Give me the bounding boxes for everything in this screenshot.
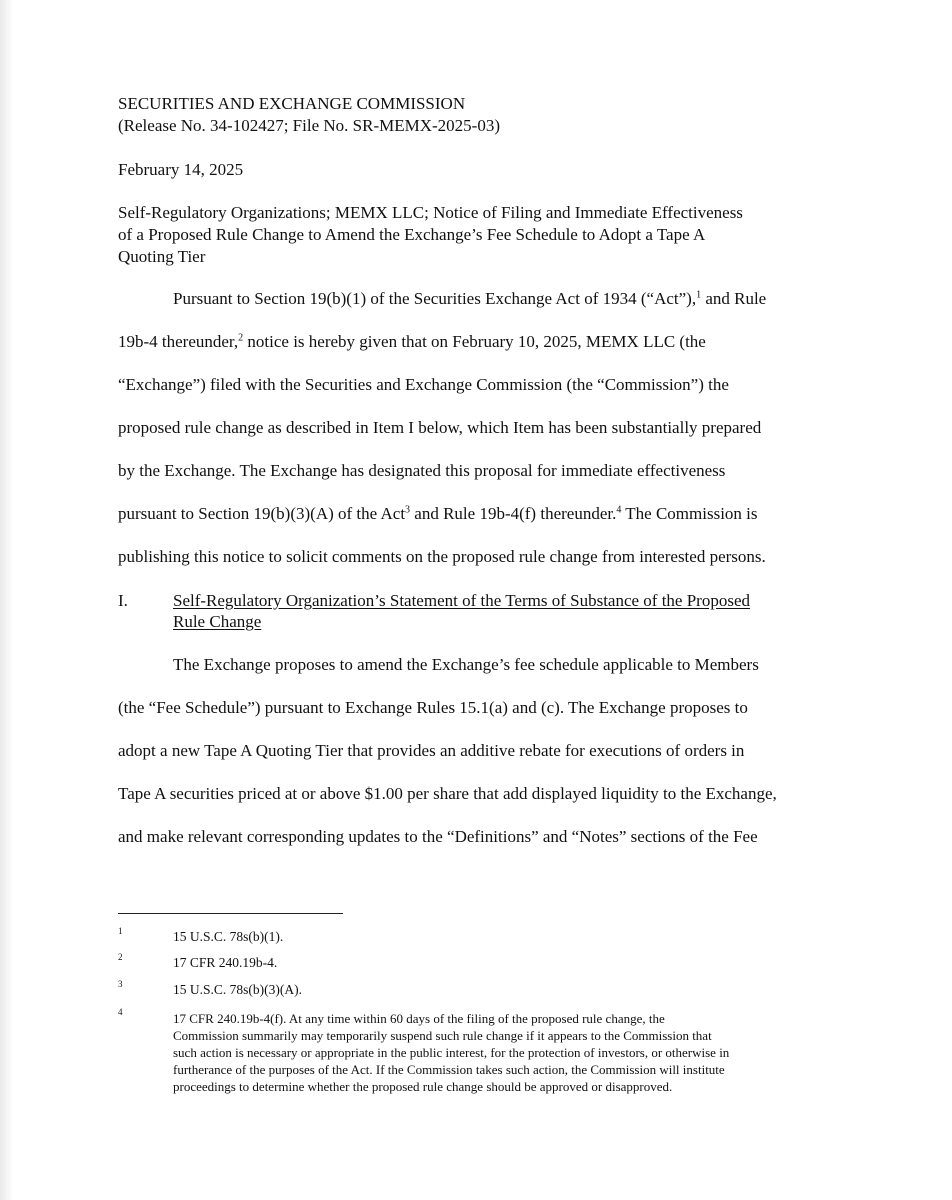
section-title: Self-Regulatory Organization’s Statement of the Terms of Substance of the Proposed — [173, 591, 751, 610]
title-line: Quoting Tier — [118, 247, 206, 266]
paragraph1-line: 19b-4 thereunder,$^2$ notice is hereby given that on February 10, 2025, MEMX LLC (the — [118, 332, 706, 351]
footnote-line: proceedings to determine whether the proposed rule change should be approved or disapproved. — [173, 1079, 673, 1094]
footnote-number: 1 — [118, 926, 123, 936]
footnote-line: furtherance of the purposes of the Act. If the Commission takes such action, the Commission will institute — [173, 1062, 725, 1077]
section-number: I. — [118, 591, 128, 610]
title-line: of a Proposed Rule Change to Amend the Exchange’s Fee Schedule to Adopt a Tape A — [118, 225, 706, 244]
footnote-divider — [118, 913, 343, 914]
section-title: Rule Change — [173, 612, 262, 631]
footnote-text: 17 CFR 240.19b-4. — [173, 955, 278, 970]
title-line: Self-Regulatory Organizations; MEMX LLC; Notice of Filing and Immediate Effectiveness — [118, 203, 743, 222]
footnote-number: 3 — [118, 979, 123, 989]
paragraph2-line: The Exchange proposes to amend the Exchange’s fee schedule applicable to Members — [173, 655, 759, 674]
footnote-number: 2 — [118, 952, 123, 962]
agency-heading: SECURITIES AND EXCHANGE COMMISSION — [118, 94, 466, 113]
paragraph1-line: “Exchange”) filed with the Securities and Exchange Commission (the “Commission”) the — [118, 375, 729, 394]
footnote-number: 4 — [118, 1007, 123, 1017]
footnote-ref[interactable]: 2 — [238, 332, 244, 344]
paragraph1-line: pursuant to Section 19(b)(3)(A) of the Act$^3$ and Rule 19b-4(f) thereunder.$^4$ The Commission is — [118, 504, 758, 523]
page-shadow-edge — [0, 0, 14, 1200]
footnote-text: 15 U.S.C. 78s(b)(3)(A). — [173, 982, 302, 997]
footnote-line: 17 CFR 240.19b-4(f). At any time within 60 days of the filing of the proposed rule change, the — [173, 1011, 665, 1026]
paragraph1-line: by the Exchange. The Exchange has designated this proposal for immediate effectiveness — [118, 461, 726, 480]
footnote-line: such action is necessary or appropriate in the public interest, for the protection of investors, or otherwise in — [173, 1045, 730, 1060]
paragraph2-line: adopt a new Tape A Quoting Tier that provides an additive rebate for executions of orders in — [118, 741, 745, 760]
paragraph2-line: (the “Fee Schedule”) pursuant to Exchange Rules 15.1(a) and (c). The Exchange proposes to — [118, 698, 748, 717]
footnote-ref[interactable]: 4 — [616, 504, 622, 516]
footnote-ref[interactable]: 3 — [405, 504, 411, 516]
paragraph2-line: Tape A securities priced at or above $1.00 per share that add displayed liquidity to the Exchange, — [118, 784, 777, 803]
footnote-text: 15 U.S.C. 78s(b)(1). — [173, 929, 284, 944]
release-number: (Release No. 34-102427; File No. SR-MEMX-2025-03) — [118, 116, 500, 135]
paragraph1-line: proposed rule change as described in Item I below, which Item has been substantially prepared — [118, 418, 762, 437]
paragraph1-line: publishing this notice to solicit comments on the proposed rule change from interested persons. — [118, 547, 766, 566]
document-date: February 14, 2025 — [118, 160, 244, 179]
footnote-line: Commission summarily may temporarily suspend such rule change if it appears to the Commission that — [173, 1028, 712, 1043]
paragraph2-line: and make relevant corresponding updates to the “Definitions” and “Notes” sections of the Fee — [118, 827, 758, 846]
paragraph1-line: Pursuant to Section 19(b)(1) of the Securities Exchange Act of 1934 (“Act”),$^1$ and Rule — [173, 289, 767, 308]
footnote-text — [173, 1010, 863, 1095]
footnote-ref[interactable]: 1 — [696, 289, 702, 301]
